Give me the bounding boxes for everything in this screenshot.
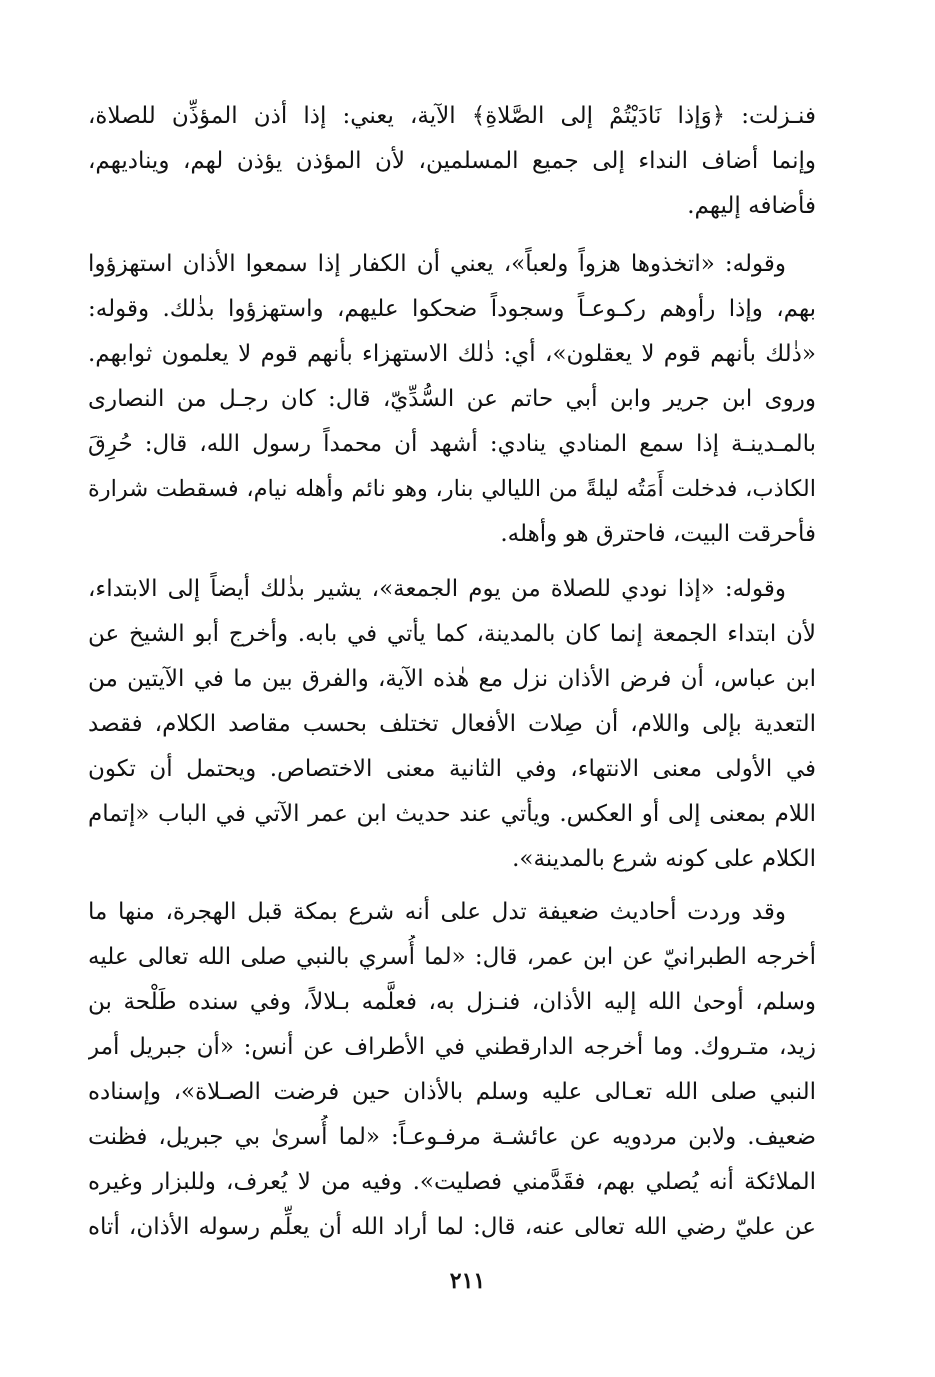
paragraph-2	[88, 242, 816, 557]
text-line: التعدية بإلى واللام، أن صِلات الأفعال تختلف بحسب مقاصد الكلام، فقصد	[88, 711, 816, 737]
text-line: لأن ابتداء الجمعة إنما كان بالمدينة، كما يأتي في بابه. وأخرج أبو الشيخ عن	[88, 621, 816, 647]
page-number: ٢١١	[449, 1268, 486, 1294]
text-line: الكلام على كونه شرع بالمدينة».	[512, 846, 816, 872]
text-line: النبي صلى الله تعـالى عليه وسلم بالأذان حين فرضت الصـلاة»، وإسناده	[88, 1079, 816, 1105]
text-line: وروى ابن جرير وابن أبي حاتم عن السُّدِّيّ، قال: كان رجـل من النصارى	[88, 386, 816, 412]
text-line: الكاذب، فدخلت أَمَتُه ليلةً من الليالي بنار، وهو نائم وأهله نيام، فسقطت شرارة	[88, 476, 816, 502]
text-line: «ذٰلك بأنهم قوم لا يعقلون»، أي: ذٰلك الاستهزاء بأنهم قوم لا يعلمون ثوابهم.	[88, 341, 816, 367]
text-line: وإنما أضاف النداء إلى جميع المسلمين، لأن المؤذن يؤذن لهم، ويناديهم،	[88, 148, 816, 174]
text-line: أخرجه الطبرانيّ عن ابن عمر، قال: «لما أُسري بالنبي صلى الله تعالى عليه	[88, 944, 816, 970]
text-line: بهم، وإذا رأوهم ركـوعـاً وسجوداً ضحكوا عليهم، واستهزؤوا بذٰلك. وقوله:	[88, 296, 816, 322]
text-line: اللام بمعنى إلى أو العكس. ويأتي عند حديث ابن عمر الآتي في الباب «إتمام	[88, 801, 816, 827]
text-line: ضعيف. ولابن مردويه عن عائشـة مرفـوعـاً: «لما أُسرىٰ بي جبريل، فظنت	[88, 1124, 816, 1150]
text-line: وقوله: «اتخذوها هزواً ولعباً»، يعني أن الكفار إذا سمعوا الأذان استهزؤوا	[88, 251, 786, 277]
text-line: بالمـدينـة إذا سمع المنادي ينادي: أشهد أن محمداً رسول الله، قال: حُرِقَ	[88, 431, 816, 457]
text-line: عن عليّ رضي الله تعالى عنه، قال: لما أراد الله أن يعلِّم رسوله الأذان، أتاه	[88, 1214, 816, 1240]
text-line: وسلم، أوحىٰ الله إليه الأذان، فنـزل به، فعلَّمه بـلالاً، وفي سنده طَلْحة بن	[88, 989, 816, 1015]
text-line: فأضافه إليهم.	[687, 193, 816, 219]
text-line: الملائكة أنه يُصلي بهم، فقَدَّمني فصليت». وفيه من لا يُعرف، وللبزار وغيره	[88, 1169, 816, 1195]
text-line: فأحرقت البيت، فاحترق هو وأهله.	[500, 521, 816, 547]
text-line: فنـزلت: ﴿وَإذا نَادَيْتُمْ إلى الصَّلاةِ﴾ الآية، يعني: إذا أذن المؤذِّن للصلاة،	[88, 103, 816, 129]
text-line: وقد وردت أحاديث ضعيفة تدل على أنه شرع بمكة قبل الهجرة، منها ما	[88, 899, 786, 925]
paragraph-1	[88, 94, 816, 229]
text-line: في الأولى معنى الانتهاء، وفي الثانية معنى الاختصاص. ويحتمل أن تكون	[88, 756, 816, 782]
text-line: ابن عباس، أن فرض الأذان نزل مع هٰذه الآية، والفرق بين ما في الآيتين من	[88, 666, 816, 692]
paragraph-4	[88, 890, 816, 1250]
text-line: زيد، متـروك. وما أخرجه الدارقطني في الأطراف عن أنس: «أن جبريل أمر	[88, 1034, 816, 1060]
text-line: وقوله: «إذا نودي للصلاة من يوم الجمعة»، يشير بذٰلك أيضاً إلى الابتداء،	[88, 576, 786, 602]
paragraph-3	[88, 567, 816, 882]
